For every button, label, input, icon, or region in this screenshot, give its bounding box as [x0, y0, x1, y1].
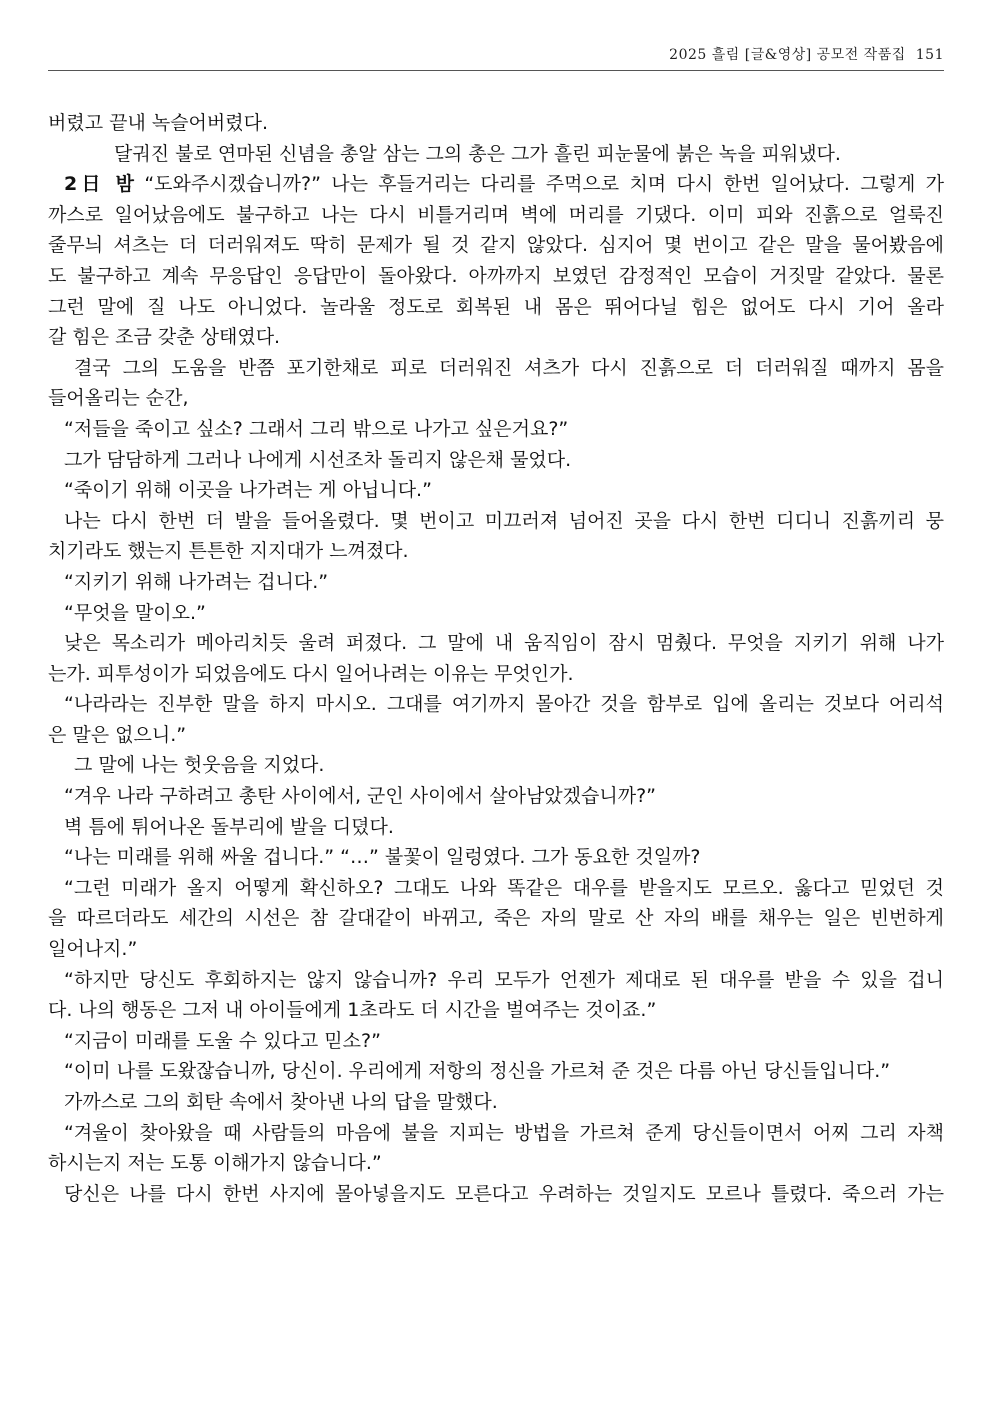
text-line: [48, 628, 944, 659]
line-text: 당신은 나를 다시 한번 사지에 몰아넣을지도 모른다고 우려하는 것일지도 모르나 틀렸다. 죽으러 가는: [64, 1182, 944, 1205]
line-text: “지금이 미래를 도울 수 있다고 믿소?”: [64, 1029, 381, 1052]
text-line: [48, 659, 944, 690]
line-text: 은 말은 없으니.”: [48, 723, 187, 746]
line-text: 다. 나의 행동은 그저 내 아이들에게 1초라도 더 시간을 벌여주는 것이죠.”: [48, 999, 657, 1022]
text-line: [48, 261, 944, 292]
text-line: [48, 1179, 944, 1210]
text-line: [48, 934, 944, 965]
text-line: [48, 169, 944, 200]
line-text: 도 불구하고 계속 무응답인 응답만이 돌아왔다. 아까까지 보였던 감정적인 모습이 거짓말 같았다. 물론: [48, 264, 944, 287]
line-text: 하시는지 저는 도통 이해가지 않습니다.”: [48, 1152, 382, 1175]
line-text: “이미 나를 도왔잖습니까, 당신이. 우리에게 저항의 정신을 가르쳐 준 것은 다름 아닌 당신들입니다.”: [64, 1060, 891, 1083]
text-line: [48, 1118, 944, 1149]
line-text: 가까스로 그의 회탄 속에서 찾아낸 나의 답을 말했다.: [64, 1091, 498, 1113]
text-line: [48, 781, 944, 812]
line-text: “그런 미래가 올지 어떻게 확신하오? 그대도 나와 똑같은 대우를 받을지도 모르오. 옳다고 믿었던 것: [64, 876, 944, 899]
line-text: “겨우 나라 구하려고 총탄 사이에서, 군인 사이에서 살아남았겠습니까?”: [64, 785, 657, 808]
text-line: [48, 200, 944, 231]
text-line: [48, 812, 944, 843]
text-line: [48, 383, 944, 414]
line-text: 버렸고 끝내 녹슬어버렸다.: [48, 112, 269, 134]
line-text: 달궈진 불로 연마된 신념을 총알 삼는 그의 총은 그가 흘린 피눈물에 붉은 녹을 피워냈다.: [114, 142, 841, 165]
line-text: “도와주시겠습니까?” 나는 후들거리는 다리를 주먹으로 치며 다시 한번 일어났다. 그렇게 가: [134, 173, 944, 196]
line-text: 치기라도 했는지 튼튼한 지지대가 느껴졌다.: [48, 540, 409, 563]
text-line: [48, 536, 944, 567]
line-text: 을 따르더라도 세간의 시선은 참 갈대같이 바뀌고, 죽은 자의 말로 산 자의 배를 채우는 일은 빈번하게: [48, 907, 944, 930]
text-line: [48, 598, 944, 629]
line-text: “겨울이 찾아왔을 때 사람들의 마음에 불을 지피는 방법을 가르쳐 준게 당신들이면서 어찌 그리 자책: [64, 1121, 944, 1144]
text-line: [48, 322, 944, 353]
line-text: 는가. 피투성이가 되었음에도 다시 일어나려는 이유는 무엇인가.: [48, 662, 574, 685]
text-line: [48, 965, 944, 996]
text-line: [48, 1026, 944, 1057]
line-text: 그 말에 나는 헛웃음을 지었다.: [74, 754, 325, 777]
line-text: 그런 말에 질 나도 아니었다. 놀라울 정도로 회복된 내 몸은 뛰어다닐 힘은 없어도 다시 기어 올라: [48, 295, 944, 318]
text-line: [48, 1087, 944, 1118]
text-line: [48, 995, 944, 1026]
text-line: [48, 414, 944, 445]
text-line: [48, 475, 944, 506]
line-text: 줄무늬 셔츠는 더 더러워져도 딱히 문제가 될 것 같지 않았다. 심지어 몇 번이고 같은 말을 물어봤음에: [48, 234, 944, 257]
text-line: [48, 1056, 944, 1087]
line-text: 까스로 일어났음에도 불구하고 나는 다시 비틀거리며 벽에 머리를 기댔다. 이미 피와 진흙으로 얼룩진: [48, 203, 944, 226]
body-text: [48, 108, 944, 1209]
text-line: [48, 230, 944, 261]
line-text: 낮은 목소리가 메아리치듯 울려 퍼졌다. 그 말에 내 움직임이 잠시 멈췄다. 무엇을 지키기 위해 나가: [64, 632, 944, 655]
text-line: [48, 353, 944, 384]
line-text: 갈 힘은 조금 갖춘 상태였다.: [48, 326, 281, 349]
page-header: [48, 40, 944, 71]
line-text: 그가 담담하게 그러나 나에게 시선조차 돌리지 않은채 물었다.: [64, 448, 572, 471]
text-line: [48, 689, 944, 720]
line-text: “나라라는 진부한 말을 하지 마시오. 그대를 여기까지 몰아간 것을 함부로 입에 올리는 것보다 어리석: [64, 693, 944, 716]
line-text: “지키기 위해 나가려는 겁니다.”: [64, 570, 329, 593]
text-line: [48, 445, 944, 476]
text-line: [48, 139, 944, 170]
text-line: [48, 506, 944, 537]
line-text: 일어나지.”: [48, 938, 138, 961]
text-line: [48, 1148, 944, 1179]
text-line: [48, 750, 944, 781]
line-text: 벽 틈에 튀어나온 돌부리에 발을 디뎠다.: [64, 815, 394, 838]
date-marker: 2日 밤: [64, 173, 135, 196]
line-text: “죽이기 위해 이곳을 나가려는 게 아닙니다.”: [64, 479, 432, 502]
line-text: 나는 다시 한번 더 발을 들어올렸다. 몇 번이고 미끄러져 넘어진 곳을 다시 한번 디디니 진흙끼리 뭉: [64, 509, 944, 532]
line-text: “하지만 당신도 후회하지는 않지 않습니까? 우리 모두가 언젠가 제대로 된 대우를 받을 수 있을 겁니: [64, 968, 944, 991]
text-line: [48, 292, 944, 323]
text-line: [48, 108, 944, 139]
text-line: [48, 842, 944, 873]
line-text: “무엇을 말이오.”: [64, 601, 206, 624]
text-line: [48, 903, 944, 934]
line-text: 들어올리는 순간,: [48, 387, 189, 410]
text-line: [48, 720, 944, 751]
text-line: [48, 873, 944, 904]
line-text: 결국 그의 도움을 반쯤 포기한채로 피로 더러워진 셔츠가 다시 진흙으로 더 더러워질 때까지 몸을: [74, 356, 944, 379]
header-title: 2025 흘림 [글&영상] 공모전 작품집: [669, 47, 906, 63]
line-text: “나는 미래를 위해 싸울 겁니다.” “…” 불꽃이 일렁였다. 그가 동요한 것일까?: [64, 846, 701, 869]
text-line: [48, 567, 944, 598]
line-text: “저들을 죽이고 싶소? 그래서 그리 밖으로 나가고 싶은거요?”: [64, 417, 569, 440]
page-number: 151: [915, 47, 944, 63]
